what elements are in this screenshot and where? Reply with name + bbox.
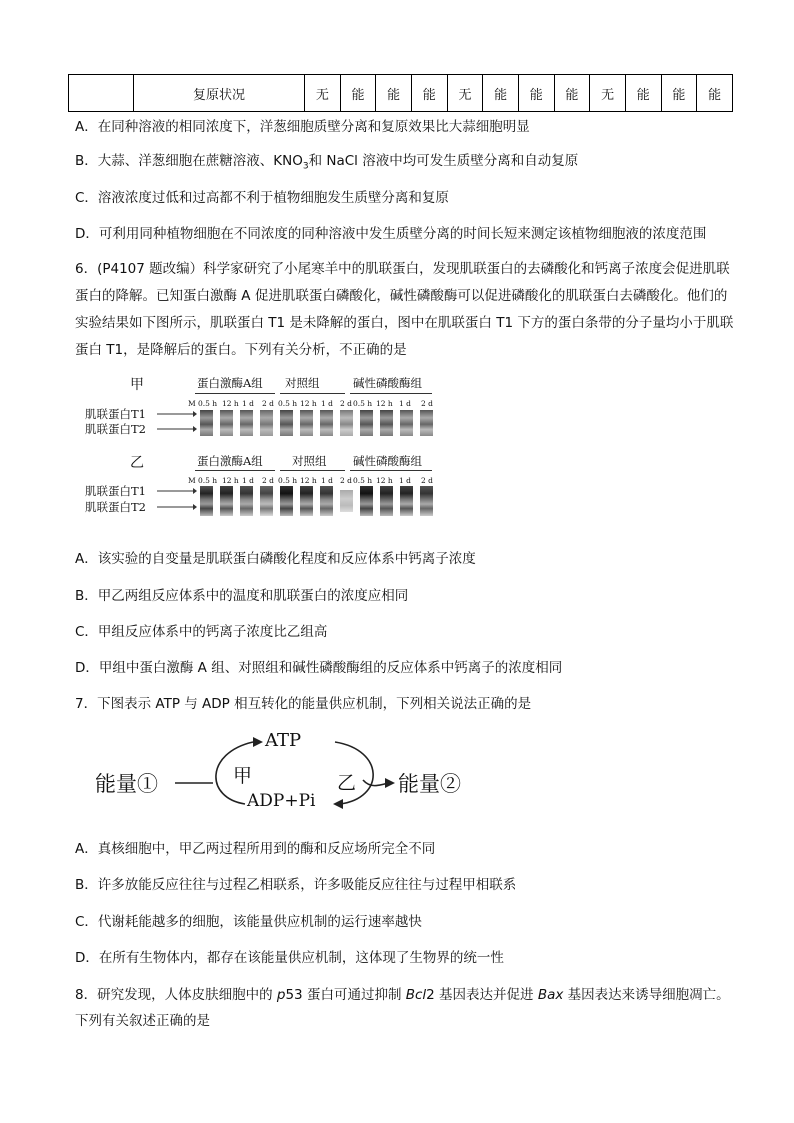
adp-label: ADP+Pi — [247, 791, 316, 811]
q8-text: 8．研究发现，人体皮肤细胞中的 — [75, 987, 277, 1003]
q7-option-b: B．许多放能反应往往与过程乙相联系，许多吸能反应往往与过程甲相联系 — [75, 877, 517, 893]
q5-option-a: A．在同种溶液的相同浓度下，洋葱细胞质壁分离和复原效果比大蒜细胞明显 — [75, 119, 530, 135]
table-cell: 无 — [590, 75, 626, 112]
table-cell: 能 — [411, 75, 447, 112]
time-label: 0.5 h — [353, 399, 373, 408]
group-label-phosphatase: 碱性磷酸酶组 — [353, 454, 422, 468]
q8-stem-line1 — [75, 986, 730, 1004]
group-label-kinase: 蛋白激酶A组 — [197, 376, 263, 390]
time-label: 2 d — [421, 399, 433, 408]
table-cell: 能 — [483, 75, 519, 112]
q5-option-b-sub: 3 — [302, 161, 309, 172]
gel-image-jia — [197, 410, 433, 436]
q5-option-b — [75, 152, 578, 176]
q8-stem-line2: 下列有关叙述正确的是 — [75, 1013, 210, 1029]
table-row — [69, 75, 733, 112]
table-cell: 能 — [625, 75, 661, 112]
time-label: 2 d — [340, 476, 352, 485]
time-label: 1 d — [399, 476, 411, 485]
q8-gene-p53: p — [276, 987, 286, 1003]
time-label: 0.5 h — [353, 476, 373, 485]
table-cell: 能 — [554, 75, 590, 112]
q6-option-c: C．甲组反应体系中的钙离子浓度比乙组高 — [75, 624, 328, 640]
energy2-label: 能量② — [398, 772, 461, 796]
q8-gene-bcl2: Bcl — [405, 987, 427, 1003]
time-label: 12 h — [300, 399, 317, 408]
process-jia-label: 甲 — [233, 765, 253, 787]
group-label-kinase: 蛋白激酶A组 — [197, 454, 263, 468]
time-label: 2 d — [421, 476, 433, 485]
q8-text: 53 蛋白可通过抑制 — [285, 987, 406, 1003]
time-label: 1 d — [242, 399, 254, 408]
group-label-control: 对照组 — [285, 376, 320, 390]
group-label-phosphatase: 碱性磷酸酶组 — [353, 376, 422, 390]
table-cell: 能 — [518, 75, 554, 112]
panel-label-yi: 乙 — [130, 455, 144, 471]
time-label: 12 h — [222, 476, 239, 485]
q6-option-a: A．该实验的自变量是肌联蛋白磷酸化程度和反应体系中钙离子浓度 — [75, 551, 476, 567]
panel-label-jia: 甲 — [130, 377, 144, 393]
gel-image-yi — [197, 486, 433, 518]
q7-stem: 7．下图表示 ATP 与 ADP 相互转化的能量供应机制，下列相关说法正确的是 — [75, 696, 532, 712]
time-label: 0.5 h — [278, 476, 298, 485]
band-label-t2: 肌联蛋白T2 — [85, 500, 146, 514]
group-underline — [280, 393, 345, 394]
table-cell: 无 — [447, 75, 483, 112]
q7-option-a: A．真核细胞中，甲乙两过程所用到的酶和反应场所完全不同 — [75, 841, 436, 857]
table-cell: 能 — [376, 75, 412, 112]
time-label: 12 h — [376, 399, 393, 408]
time-label: 0.5 h — [198, 476, 218, 485]
time-label: 2 d — [262, 399, 274, 408]
q5-option-b-text-2: 和 NaCl 溶液中均可发生质壁分离和自动复原 — [308, 153, 579, 169]
group-underline — [195, 470, 275, 471]
group-underline — [195, 393, 275, 394]
marker-label: M — [188, 399, 196, 408]
marker-label: M — [188, 476, 196, 485]
time-label: 2 d — [262, 476, 274, 485]
band-label-t1: 肌联蛋白T1 — [85, 407, 146, 421]
group-label-control: 对照组 — [292, 454, 327, 468]
q5-option-b-text: B．大蒜、洋葱细胞在蔗糖溶液、KNO — [75, 153, 303, 169]
time-label: 1 d — [321, 399, 333, 408]
atp-cycle-figure — [95, 728, 495, 818]
energy1-label: 能量① — [95, 772, 158, 796]
group-underline — [280, 470, 345, 471]
table-cell: 能 — [661, 75, 697, 112]
q8-text: 2 基因表达并促进 — [426, 987, 538, 1003]
atp-label: ATP — [265, 730, 302, 751]
q6-option-d: D．甲组中蛋白激酶 A 组、对照组和碱性磷酸酶组的反应体系中钙离子的浓度相同 — [75, 660, 563, 676]
time-label: 2 d — [340, 399, 352, 408]
table-row-label: 复原状况 — [134, 75, 305, 112]
table-cell-empty — [69, 75, 134, 112]
q7-option-d: D．在所有生物体内，都存在该能量供应机制，这体现了生物界的统一性 — [75, 950, 504, 966]
q8-text: 基因表达来诱导细胞凋亡。 — [563, 987, 730, 1003]
process-yi-label: 乙 — [337, 772, 357, 794]
time-label: 1 d — [321, 476, 333, 485]
q8-gene-bax: Bax — [537, 987, 564, 1003]
band-label-t1: 肌联蛋白T1 — [85, 484, 146, 498]
time-label: 12 h — [222, 399, 239, 408]
gel-figure — [85, 372, 445, 522]
table-cell: 能 — [340, 75, 376, 112]
time-label: 1 d — [242, 476, 254, 485]
result-table — [68, 74, 733, 112]
group-underline — [350, 470, 432, 471]
arrow-icon — [157, 408, 197, 438]
time-label: 0.5 h — [278, 399, 298, 408]
time-label: 0.5 h — [198, 399, 218, 408]
arrow-icon — [157, 485, 197, 515]
q5-option-d: D．可利用同种植物细胞在不同浓度的同种溶液中发生质壁分离的时间长短来测定该植物细胞液的浓度范围 — [75, 226, 707, 242]
time-label: 1 d — [399, 399, 411, 408]
time-label: 12 h — [376, 476, 393, 485]
group-underline — [350, 393, 432, 394]
q6-option-b: B．甲乙两组反应体系中的温度和肌联蛋白的浓度应相同 — [75, 588, 409, 604]
table-cell: 无 — [305, 75, 341, 112]
band-label-t2: 肌联蛋白T2 — [85, 422, 146, 436]
q5-option-c: C．溶液浓度过低和过高都不利于植物细胞发生质壁分离和复原 — [75, 190, 449, 206]
time-label: 12 h — [300, 476, 317, 485]
table-cell: 能 — [697, 75, 733, 112]
q6-stem: 6．(P4107 题改编）科学家研究了小尾寒羊中的肌联蛋白，发现肌联蛋白的去磷酸化和钙离子浓度会促进肌联蛋白的降解。已知蛋白激酶 A 促进肌联蛋白磷酸化，碱性磷酸酶可以促进磷酸化的肌联蛋白去磷酸化。他们的实验结果如下图所示，肌联蛋白 T1 是未降解的蛋白，图中在肌联蛋白 T1 下方的蛋白条带的分子量均小于肌联蛋白 T1，是降解后的蛋白。下列有关分析，不正确的是 — [75, 261, 734, 358]
q7-option-c: C．代谢耗能越多的细胞，该能量供应机制的运行速率越快 — [75, 914, 422, 930]
